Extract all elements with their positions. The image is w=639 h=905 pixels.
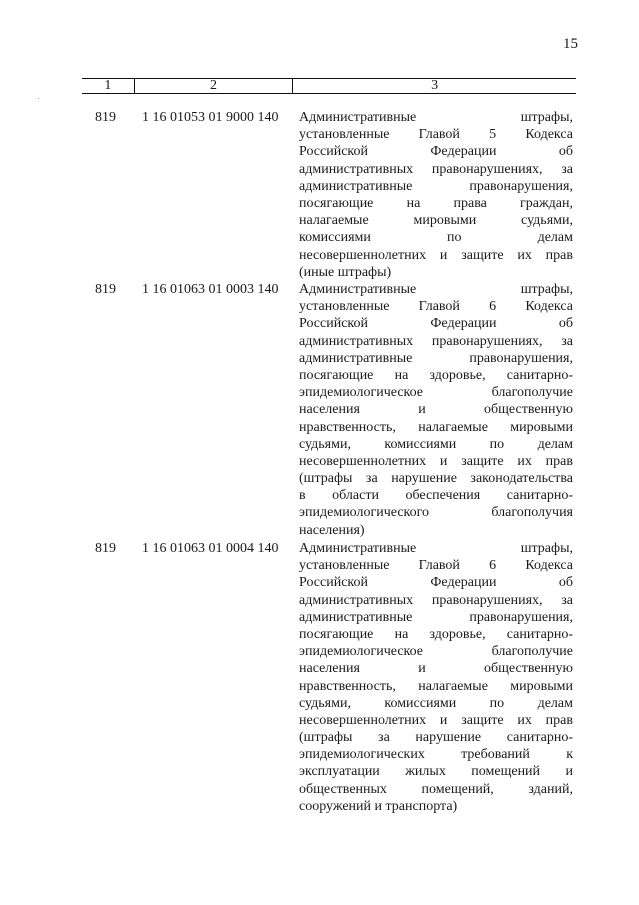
description-line: административных правонарушениях, за bbox=[299, 333, 573, 349]
description-line: эксплуатации жилых помещений и bbox=[299, 764, 573, 780]
admin-code: 819 bbox=[95, 541, 116, 556]
page-number: 15 bbox=[563, 36, 578, 52]
description-line: нравственность, налагаемые мировыми bbox=[299, 678, 573, 694]
description-line: Административные штрафы, bbox=[299, 282, 573, 297]
description-line: административных правонарушениях, за bbox=[299, 161, 573, 177]
description-line: населения) bbox=[299, 522, 365, 538]
description-line: в области обеспечения санитарно- bbox=[299, 488, 573, 504]
description-line: общественных помещений, зданий, bbox=[299, 781, 573, 797]
description-line: Российской Федерации об bbox=[299, 316, 573, 332]
admin-code: 819 bbox=[95, 282, 116, 297]
description-line: населения и общественную bbox=[299, 661, 573, 677]
description-line: административные правонарушения, bbox=[299, 178, 573, 194]
description-line: (штрафы за нарушение санитарно- bbox=[299, 730, 573, 746]
revenue-description bbox=[299, 109, 573, 281]
header-col-2: 2 bbox=[134, 79, 292, 94]
scan-dot bbox=[38, 98, 39, 99]
description-line: судьями, комиссиями по делам bbox=[299, 695, 573, 711]
description-line: эпидемиологических требований к bbox=[299, 747, 573, 763]
description-line: (штрафы за нарушение законодательства bbox=[299, 471, 573, 487]
description-line: административные правонарушения, bbox=[299, 609, 573, 625]
admin-code: 819 bbox=[95, 110, 116, 125]
description-line: Административные штрафы, bbox=[299, 541, 573, 556]
description-line: административных правонарушениях, за bbox=[299, 592, 573, 608]
revenue-description bbox=[299, 540, 573, 815]
budget-classification-code: 1 16 01063 01 0004 140 bbox=[142, 541, 279, 556]
table-header bbox=[82, 78, 576, 94]
description-line: несовершеннолетних и защите их прав bbox=[299, 247, 573, 263]
description-line: посягающие на права граждан, bbox=[299, 195, 573, 211]
header-col-3: 3 bbox=[293, 79, 576, 94]
description-line: эпидемиологическое благополучие bbox=[299, 644, 573, 660]
description-line: комиссиями по делам bbox=[299, 230, 573, 246]
description-line: установленные Главой 6 Кодекса bbox=[299, 299, 573, 315]
budget-classification-code: 1 16 01063 01 0003 140 bbox=[142, 282, 279, 297]
description-line: установленные Главой 5 Кодекса bbox=[299, 127, 573, 143]
description-line: посягающие на здоровье, санитарно- bbox=[299, 367, 573, 383]
budget-classification-code: 1 16 01053 01 9000 140 bbox=[142, 110, 279, 125]
description-line: судьями, комиссиями по делам bbox=[299, 436, 573, 452]
revenue-description bbox=[299, 281, 573, 539]
description-line: Российской Федерации об bbox=[299, 144, 573, 160]
description-line: несовершеннолетних и защите их прав bbox=[299, 712, 573, 728]
description-line: населения и общественную bbox=[299, 402, 573, 418]
description-line: Административные штрафы, bbox=[299, 110, 573, 125]
description-line: установленные Главой 6 Кодекса bbox=[299, 558, 573, 574]
description-line: эпидемиологического благополучия bbox=[299, 505, 573, 521]
description-line: эпидемиологическое благополучие bbox=[299, 385, 573, 401]
description-line: нравственность, налагаемые мировыми bbox=[299, 419, 573, 435]
description-line: сооружений и транспорта) bbox=[299, 798, 458, 814]
header-col-1: 1 bbox=[82, 79, 134, 94]
description-line: налагаемые мировыми судьями, bbox=[299, 213, 573, 229]
description-line: (иные штрафы) bbox=[299, 264, 392, 280]
description-line: несовершеннолетних и защите их прав bbox=[299, 453, 573, 469]
description-line: Российской Федерации об bbox=[299, 575, 573, 591]
description-line: посягающие на здоровье, санитарно- bbox=[299, 626, 573, 642]
description-line: административные правонарушения, bbox=[299, 350, 573, 366]
